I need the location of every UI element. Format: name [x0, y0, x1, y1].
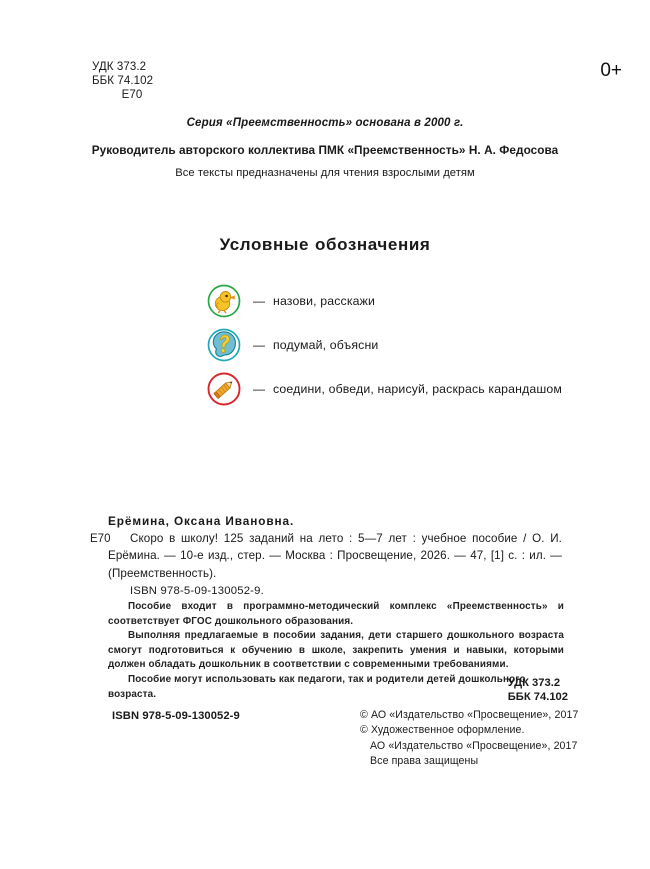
- legend-title-word-2: обозначения: [315, 235, 431, 254]
- series-head-line: Руководитель авторского коллектива ПМК «Преемственность» Н. А. Федосова: [91, 143, 559, 157]
- copyright-line-2: © Художественное оформление.: [360, 724, 525, 737]
- question-mark-icon: [206, 327, 242, 363]
- legend-dash: —: [253, 294, 265, 308]
- biblio-description-text: Скоро в школу! 125 заданий на лето : 5—7 лет : учебное пособие / О. И. Ерёмина. — 10-е изд., стер. — Москва : Просвещение, 2026. — 47, [1] с. : ил. — (Преемственность).: [108, 532, 562, 580]
- legend-title: [0, 235, 650, 255]
- copyright-line-4: [360, 754, 620, 769]
- pencil-icon: [206, 371, 242, 407]
- legend-item-label: назови, расскажи: [273, 294, 376, 308]
- copyright-block: [360, 708, 620, 770]
- list-item: [206, 279, 626, 323]
- annotation-paragraph-2: Выполняя предлагаемые в пособии задания, дети старшего дошкольного возраста смогут подготовиться к обучению в школе, закрепить умения и навыки, которыми должен обладать дошкольник в соответствии с современными требованиями.: [108, 630, 564, 671]
- classification-codes-top: [92, 60, 172, 103]
- annotation-block: [108, 600, 564, 702]
- copyright-line-1: © АО «Издательство «Просвещение», 2017: [360, 709, 579, 721]
- udk-code-bottom: УДК 373.2: [507, 677, 561, 689]
- series-notice-line: Все тексты предназначены для чтения взрослыми детям: [175, 167, 475, 179]
- copyright-line-3-text: АО «Издательство «Просвещение», 2017: [370, 739, 578, 752]
- classification-codes-bottom: [508, 676, 568, 704]
- legend-dash: —: [253, 382, 265, 396]
- series-founded-line: Серия «Преемственность» основана в 2000 г.: [186, 117, 464, 129]
- isbn-bottom: ISBN 978-5-09-130052-9: [112, 710, 240, 722]
- annotation-paragraph-3: Пособие могут использовать как педагоги, так и родители детей дошкольного возраста.: [108, 673, 526, 700]
- legend-title-word-1: Условные: [219, 235, 310, 254]
- biblio-author-code: Е70: [90, 533, 111, 545]
- bbk-code-top: ББК 74.102: [92, 75, 154, 88]
- bbk-code-bottom: ББК 74.102: [507, 691, 568, 703]
- age-rating-mark: 0+: [600, 60, 622, 81]
- biblio-isbn: ISBN 978-5-09-130052-9.: [130, 585, 264, 598]
- legend-dash: —: [253, 338, 265, 352]
- list-item: [206, 323, 626, 367]
- legend-item-label: подумай, объясни: [273, 338, 379, 352]
- chick-icon: [206, 283, 242, 319]
- legend-list: [206, 279, 626, 411]
- copyright-line-4-text: Все права защищены: [370, 755, 479, 768]
- biblio-record: [108, 514, 562, 597]
- udk-code-top: УДК 373.2: [92, 61, 147, 73]
- legend-item-label: соедини, обведи, нарисуй, раскрась карандашом: [273, 382, 563, 396]
- biblio-description: [108, 530, 562, 582]
- author-code-top: Е70: [121, 89, 143, 102]
- list-item: [206, 367, 626, 411]
- annotation-paragraph-1: Пособие входит в программно-методический комплекс «Преемственность» и соответствует ФГОС дошкольного образования.: [108, 601, 564, 627]
- biblio-author-name: Ерёмина, Оксана Ивановна.: [108, 514, 295, 528]
- copyright-line-3: [360, 739, 620, 754]
